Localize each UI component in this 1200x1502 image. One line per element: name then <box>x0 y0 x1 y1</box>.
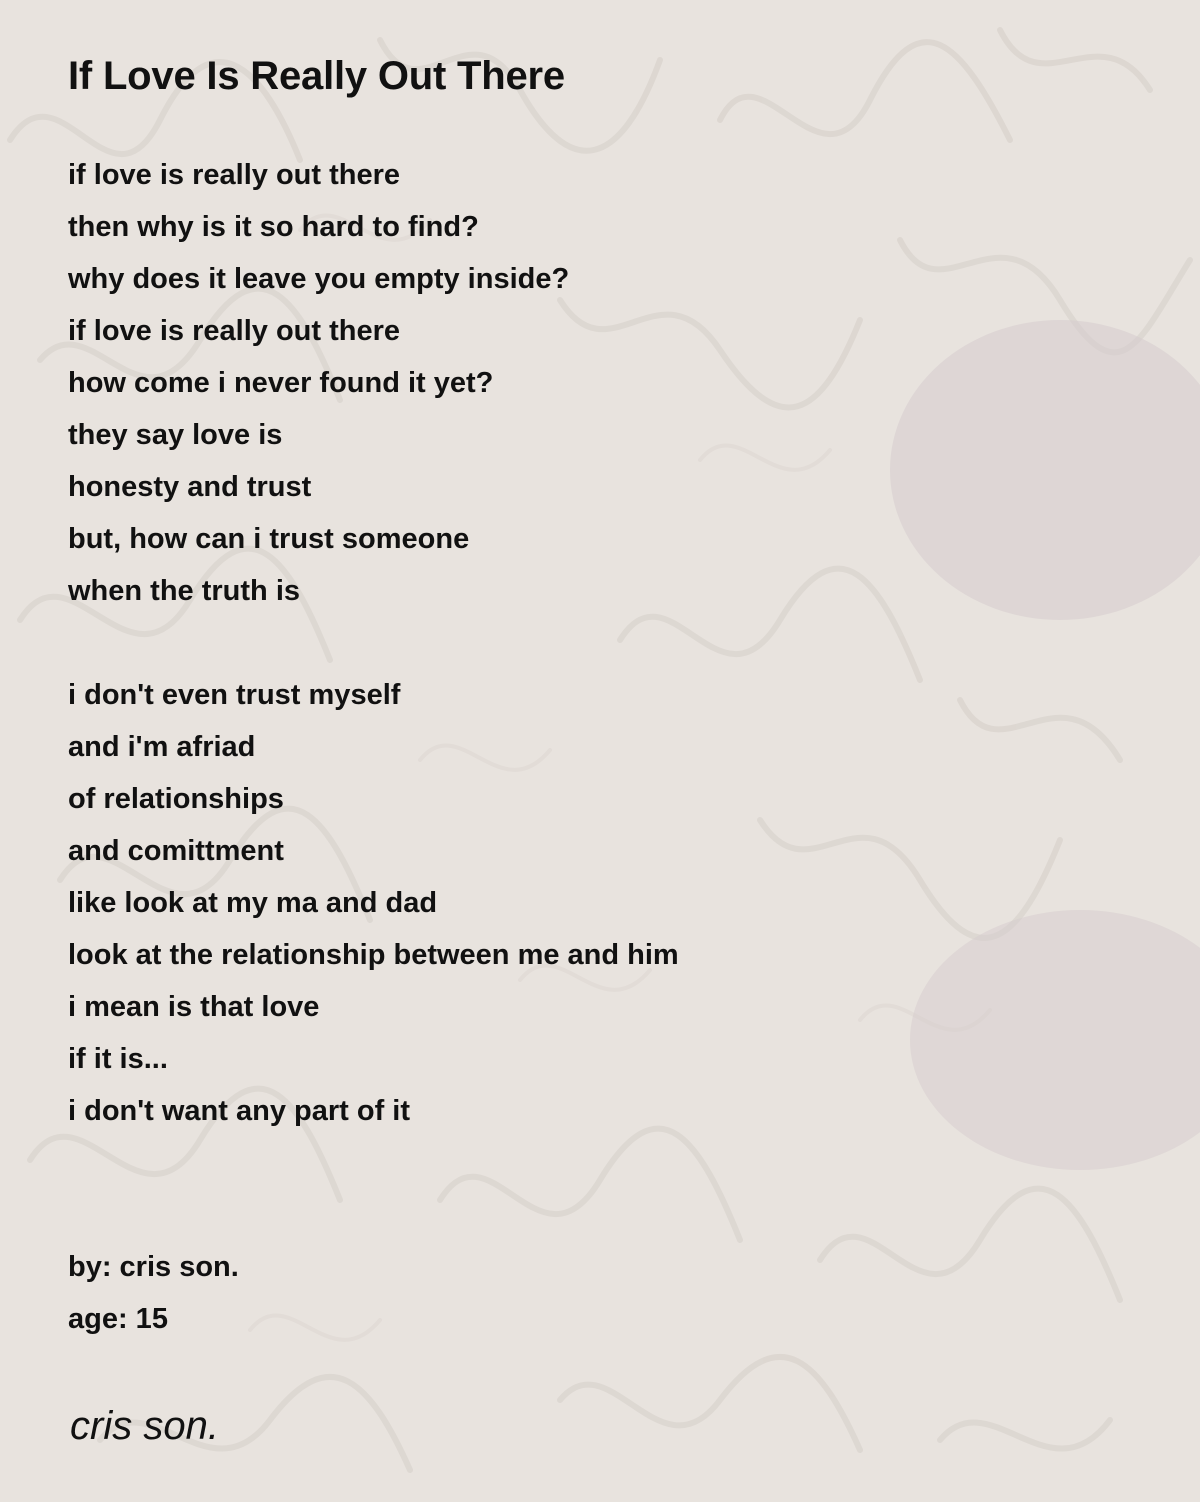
poem-line: they say love is <box>68 419 283 451</box>
poem-line: how come i never found it yet? <box>68 367 494 399</box>
poem-line: if it is... <box>68 1043 168 1075</box>
poem-line: look at the relationship between me and him <box>68 939 679 971</box>
poem-line: of relationships <box>68 783 284 815</box>
poem-line: if love is really out there <box>68 315 400 347</box>
author-signature: cris son. <box>70 1404 219 1448</box>
poem-line-blank <box>68 617 679 669</box>
poem-title: If Love Is Really Out There <box>68 54 565 98</box>
poem-line: why does it leave you empty inside? <box>68 263 570 295</box>
poem-line: when the truth is <box>68 575 300 607</box>
poem-line: honesty and trust <box>68 471 312 503</box>
poem-line-blank <box>68 1137 679 1189</box>
poem-line: i mean is that love <box>68 991 320 1023</box>
poem-line: and i'm afriad <box>68 731 256 763</box>
poem-line: then why is it so hard to find? <box>68 211 479 243</box>
poem-body <box>68 149 679 1345</box>
poem-line: if love is really out there <box>68 159 400 191</box>
poem-line: i don't want any part of it <box>68 1095 410 1127</box>
poem-line: i don't even trust myself <box>68 679 401 711</box>
poem-line: and comittment <box>68 835 284 867</box>
poem-line: but, how can i trust someone <box>68 523 470 555</box>
poem-line-blank <box>68 1189 679 1241</box>
poem-age-line: age: 15 <box>68 1303 168 1335</box>
poem-byline: by: cris son. <box>68 1251 239 1283</box>
poem-line: like look at my ma and dad <box>68 887 438 919</box>
